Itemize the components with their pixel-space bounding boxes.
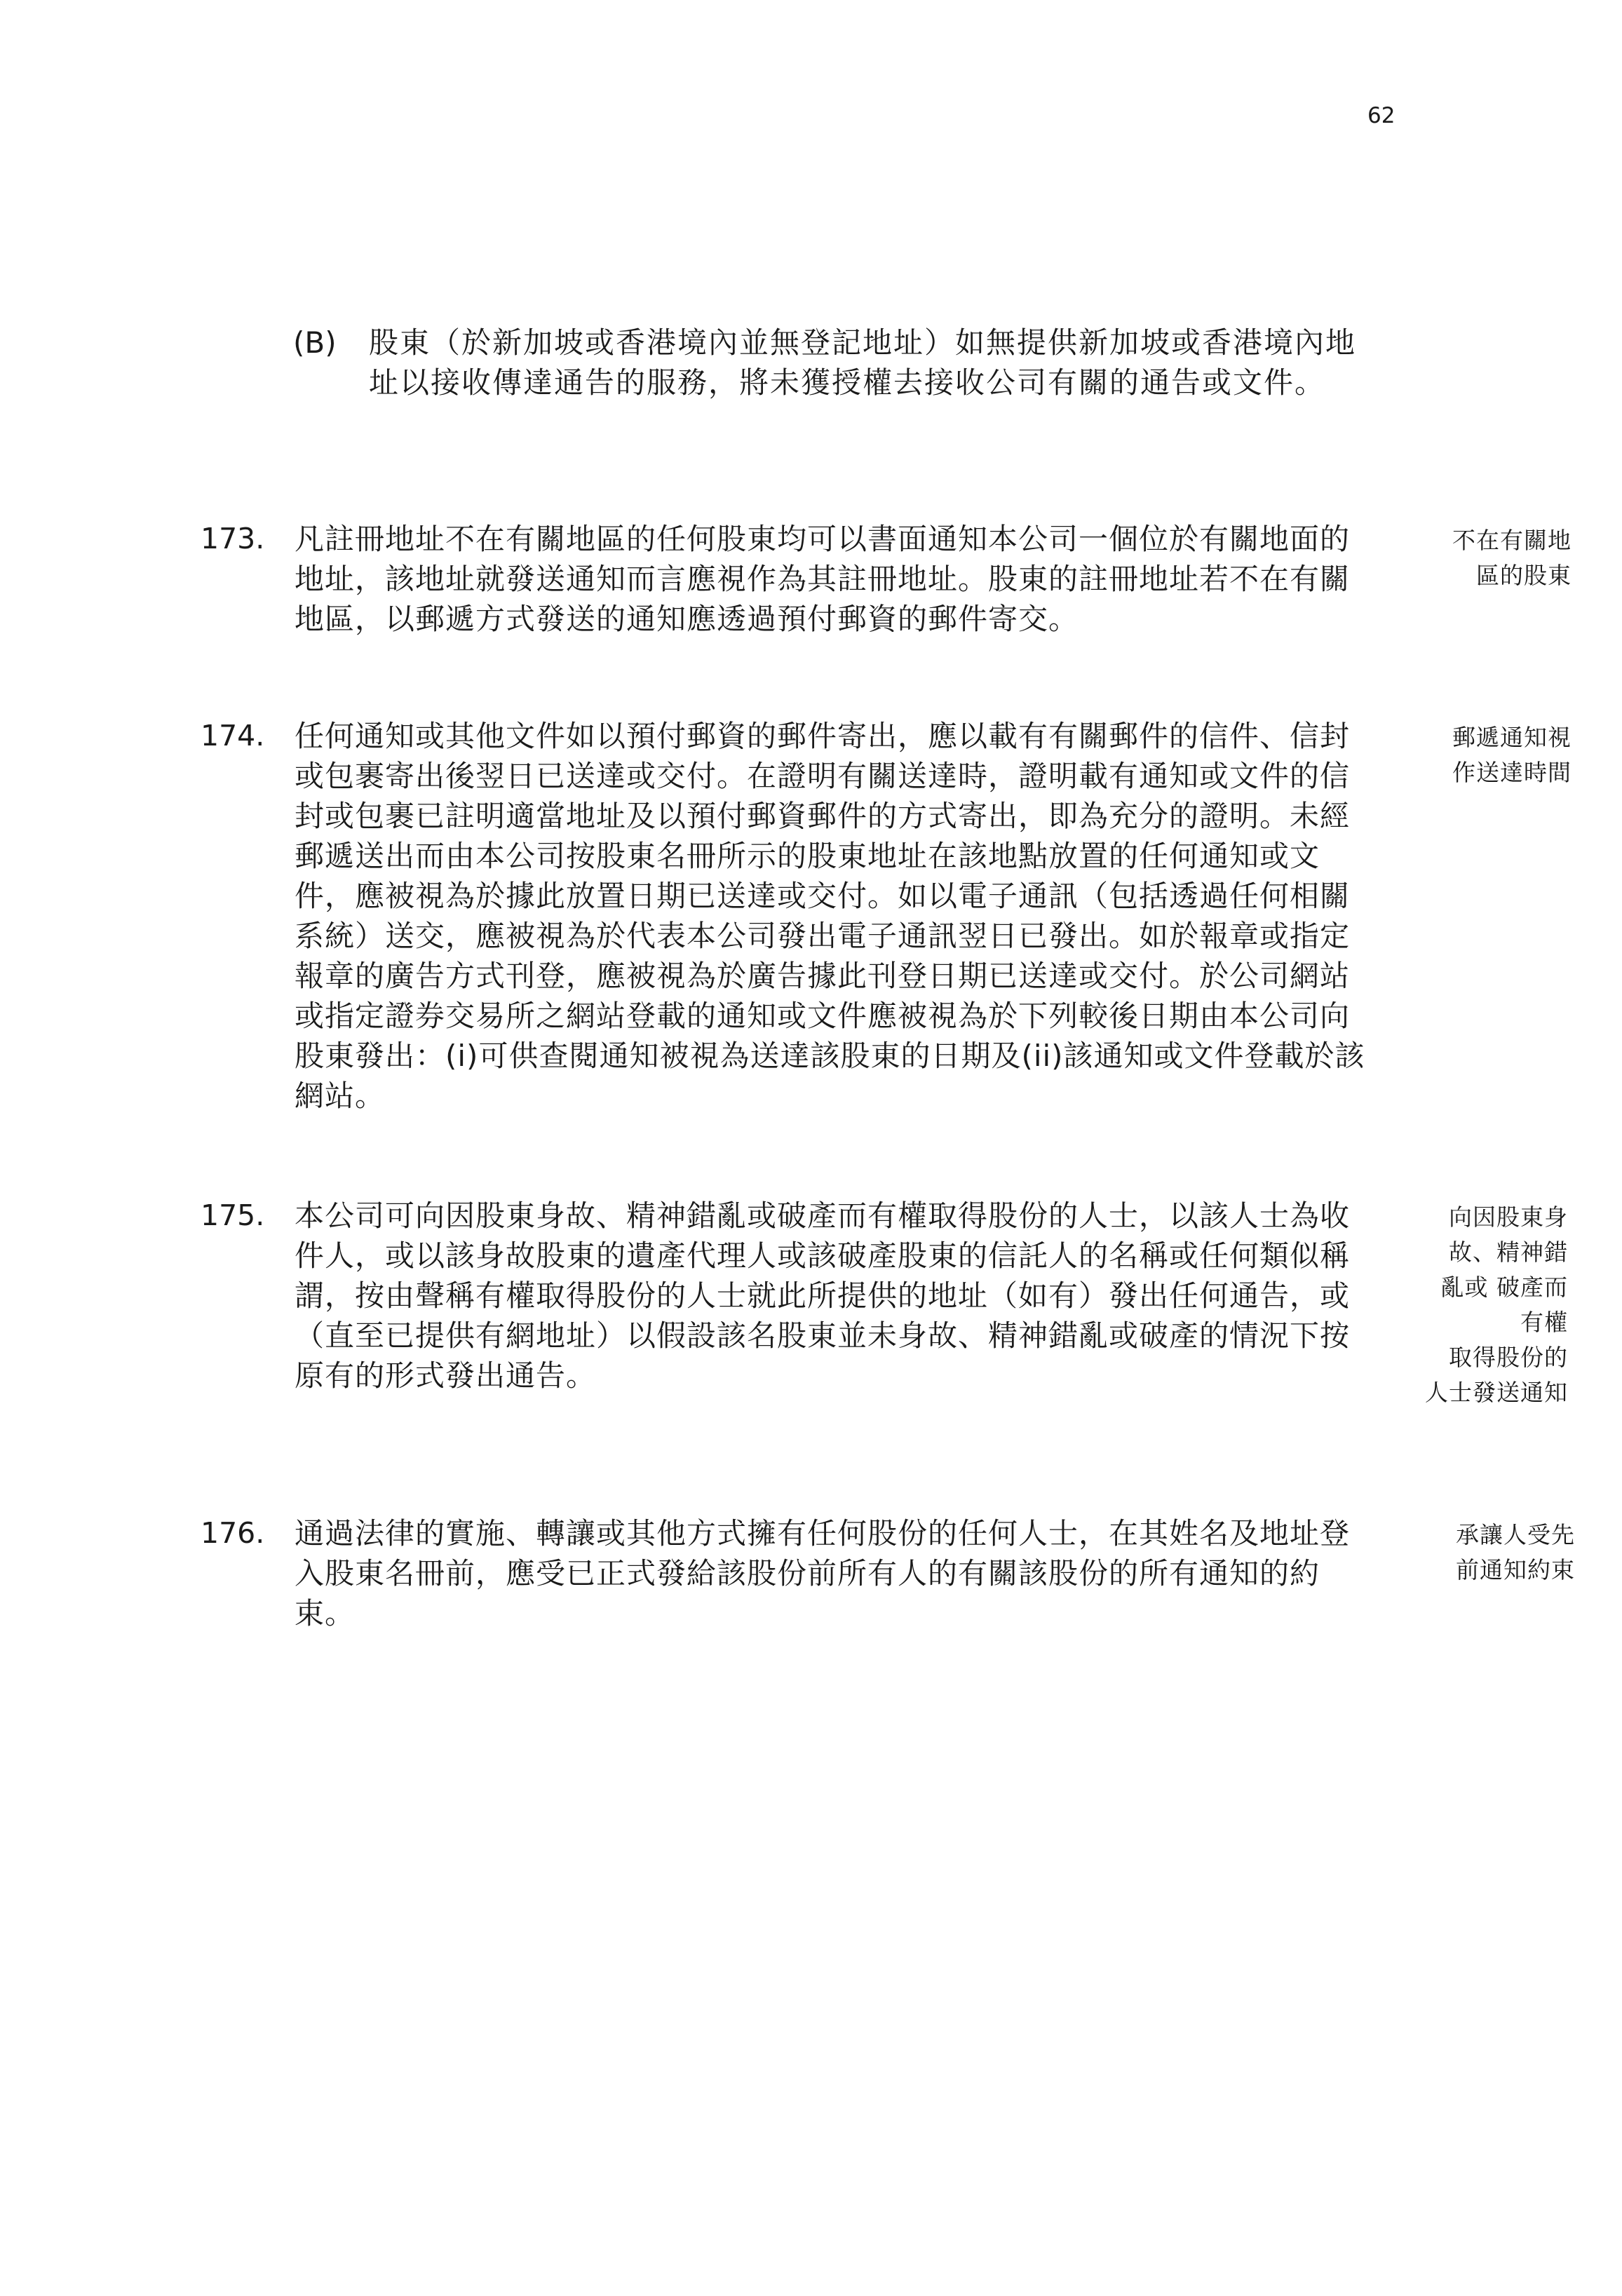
margin-note-line: 亂或 破產而 (1440, 1274, 1568, 1301)
margin-note-line: 人士發送通知 (1425, 1379, 1568, 1406)
margin-note-line: 區的股東 (1476, 562, 1572, 589)
margin-note (1400, 1200, 1568, 1410)
clause-text: 通過法律的實施、轉讓或其他方式擁有任何股份的任何人士，在其姓名及地址登入股東名冊前，應受已正式發給該股份前所有人的有關該股份的所有通知的約束。 (295, 1516, 1351, 1630)
page-number: 62 (1367, 103, 1395, 128)
clause-number: 176. (201, 1516, 265, 1550)
margin-note-line: 郵遞通知視 (1452, 724, 1572, 751)
margin-note-line: 向因股東身 (1449, 1203, 1568, 1231)
margin-note-line: 不在有關地 (1452, 527, 1572, 554)
margin-note-line: 作送達時間 (1452, 759, 1572, 786)
margin-note-line: 前通知約束 (1456, 1556, 1575, 1583)
margin-note-line: 承讓人受先 (1456, 1521, 1575, 1548)
clause-number: 175. (201, 1198, 265, 1232)
clause-number: 173. (201, 522, 265, 555)
margin-note (1403, 720, 1572, 790)
clause-number: 174. (201, 719, 265, 752)
clause-text: 凡註冊地址不在有關地區的任何股東均可以書面通知本公司一個位於有關地面的地址，該地址就發送通知而言應視作為其註冊地址。股東的註冊地址若不在有關地區，以郵遞方式發送的通知應透過預付郵資的郵件寄交。 (295, 522, 1351, 636)
clause-text: 本公司可向因股東身故、精神錯亂或破產而有權取得股份的人士，以該人士為收件人，或以該身故股東的遺產代理人或該破產股東的信託人的名稱或任何類似稱謂，按由聲稱有權取得股份的人士就此所提供的地址（如有）發出任何通告，或（直至已提供有網地址）以假設該名股東並未身故、精神錯亂或破產的情況下按原有的形式發出通告。 (295, 1198, 1351, 1393)
margin-note (1407, 1518, 1575, 1588)
margin-note-line: 有權 (1520, 1309, 1568, 1336)
margin-note (1403, 523, 1572, 593)
margin-note-line: 取得股份的 (1449, 1344, 1568, 1371)
subclause-text: 股東（於新加坡或香港境內並無登記地址）如無提供新加坡或香港境內地址以接收傳達通告的服務，將未獲授權去接收公司有關的通告或文件。 (369, 325, 1357, 400)
margin-note-line: 故、精神錯 (1449, 1238, 1568, 1266)
clause-text: 任何通知或其他文件如以預付郵資的郵件寄出，應以載有有關郵件的信件、信封或包裹寄出後翌日已送達或交付。在證明有關送達時，證明載有通知或文件的信封或包裹已註明適當地址及以預付郵資郵件的方式寄出，即為充分的證明。未經郵遞送出而由本公司按股東名冊所示的股東地址在該地點放置的任何通知或文件，應被視為於據此放置日期已送達或交付。如以電子通訊（包括透過任何相關系統）送交，應被視為於代表本公司發出電子通訊翌日已發出。如於報章或指定報章的廣告方式刊登，應被視為於廣告據此刊登日期已送達或交付。於公司網站或指定證券交易所之網站登載的通知或文件應被視為於下列較後日期由本公司向股東發出：(i)可供查閱通知被視為送達該股東的日期及(ii)該通知或文件登載於該網站。 (295, 719, 1365, 1113)
subclause-label: (B) (293, 325, 337, 360)
